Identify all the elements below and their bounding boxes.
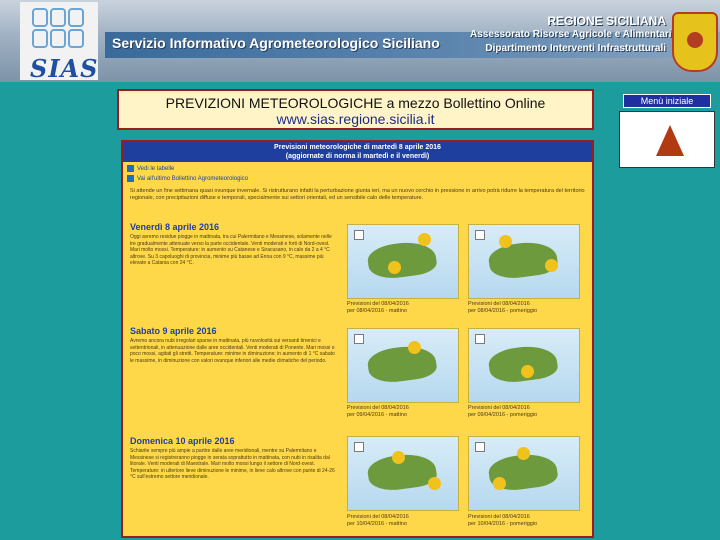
banner-title: Servizio Informativo Agrometeorologico Siciliano [112, 35, 440, 51]
up-triangle-icon [656, 125, 684, 156]
sias-logo [20, 2, 98, 80]
weather-map-icon [347, 224, 459, 299]
weather-map-icon [347, 328, 459, 403]
bulletin-header-title: Previsioni meteorologiche di martedì 8 aprile 2016 [274, 144, 441, 151]
day-title-friday: Venerdì 8 aprile 2016 [130, 222, 220, 232]
day-text-friday: Oggi avremo residue piogge in mattinata, tra cui Palermitano e Messinese, solamente nelle tre gradualmente attenuate verso la parte occidentale. Venti moderati e forti di Nord-ovest. Mari molto mossi. Temperature: in aumento su Catanese e Siracusano, in calo da 2 a 4 °C altrove. Su 3 capoluoghi di provincia, minime più basse ad Enna con 9 °C, massime più elevate a Catania con 24 °C. [130, 234, 332, 266]
region-name: REGIONE SICILIANA [547, 14, 666, 28]
up-button[interactable] [619, 111, 715, 168]
slide-url[interactable]: www.sias.regione.sicilia.it [276, 111, 435, 127]
region-department-2: Dipartimento Interventi Infrastrutturali [485, 43, 666, 54]
header-banner [0, 0, 720, 82]
slide-title-box [117, 89, 594, 130]
logo-icons [32, 8, 84, 48]
bulletin-intro: Si attende un fine settimana quasi ovunque invernale. Si ristrutturano infatti la perturbazione giunta ieri, ma un nuovo cerchio in pressione in arrivo potrà ridurre la temperatura del territorio regionale, con precipitazioni diffuse e temporali, specialmente sui settori orientali, ed un sensibile calo delle temperature. [130, 188, 585, 201]
region-emblem-icon [672, 12, 718, 72]
region-department-1: Assessorato Risorse Agricole e Alimentari [470, 29, 672, 40]
bulletin-screenshot [121, 140, 594, 538]
day-title-sunday: Domenica 10 aprile 2016 [130, 436, 235, 446]
logo-text: SIAS [30, 54, 99, 82]
weather-map-icon [468, 328, 580, 403]
day-title-saturday: Sabato 9 aprile 2016 [130, 326, 217, 336]
bulletin-header-subtitle: (aggiornate di norma il martedì e il venerdì) [285, 153, 430, 160]
map-caption: Previsioni del 08/04/2016 per 08/04/2016 - mattino [347, 301, 409, 314]
slide-title: PREVIZIONI METEOROLOGICHE a mezzo Bollettino Online [165, 95, 546, 111]
bulletin-icon [127, 175, 134, 182]
map-caption: Previsioni del 08/04/2016 per 10/04/2016 - mattino [347, 514, 409, 527]
menu-home-button[interactable]: Menù iniziale [623, 94, 711, 108]
map-caption: Previsioni del 08/04/2016 per 10/04/2016 - pomeriggio [468, 514, 538, 527]
map-caption: Previsioni del 08/04/2016 per 08/04/2016 - pomeriggio [468, 301, 538, 314]
table-icon [127, 165, 134, 172]
weather-map-icon [347, 436, 459, 511]
weather-map-icon [468, 224, 580, 299]
weather-map-icon [468, 436, 580, 511]
map-caption: Previsioni del 08/04/2016 per 09/04/2016 - mattino [347, 405, 409, 418]
region-info [470, 14, 672, 56]
day-text-sunday: Schiarite sempre più ampie a partire dalle aree meridionali, mentre su Palermitano e Messinese si registreranno piogge in serata soprattutto in mattinata, con nubi in risalita dal litorale. Venti moderati di Maestrale. Mari molto mossi lungo il settore di Nord-ovest. Temperature: in ulteriore lieve diminuzione le minime, in lieve calo altrove con punte di 24-26 °C sull'estremo settore meridionale. [130, 448, 335, 480]
day-text-saturday: Avremo ancora nubi irregolari sparse in mattinata, più nuvolosità sui versanti tirrenici e settentrionali, in attenuazione dalle aree occidentali. Venti moderati di Ponente. Mari mossi o poco mossi, agitati gli stretti. Temperature: minime in diminuzione; in aumento di 1 °C sabato le massime, in diminuzione con valori ovunque inferiori alle medie climatiche del periodo. [130, 338, 335, 364]
bulletin-header [123, 142, 592, 162]
map-caption: Previsioni del 08/04/2016 per 09/04/2016 - pomeriggio [468, 405, 538, 418]
link-last-bulletin[interactable]: Vai all'ultimo Bollettino Agrometeorologico [127, 175, 248, 182]
link-tables[interactable]: Vedi le tabelle [127, 165, 174, 172]
